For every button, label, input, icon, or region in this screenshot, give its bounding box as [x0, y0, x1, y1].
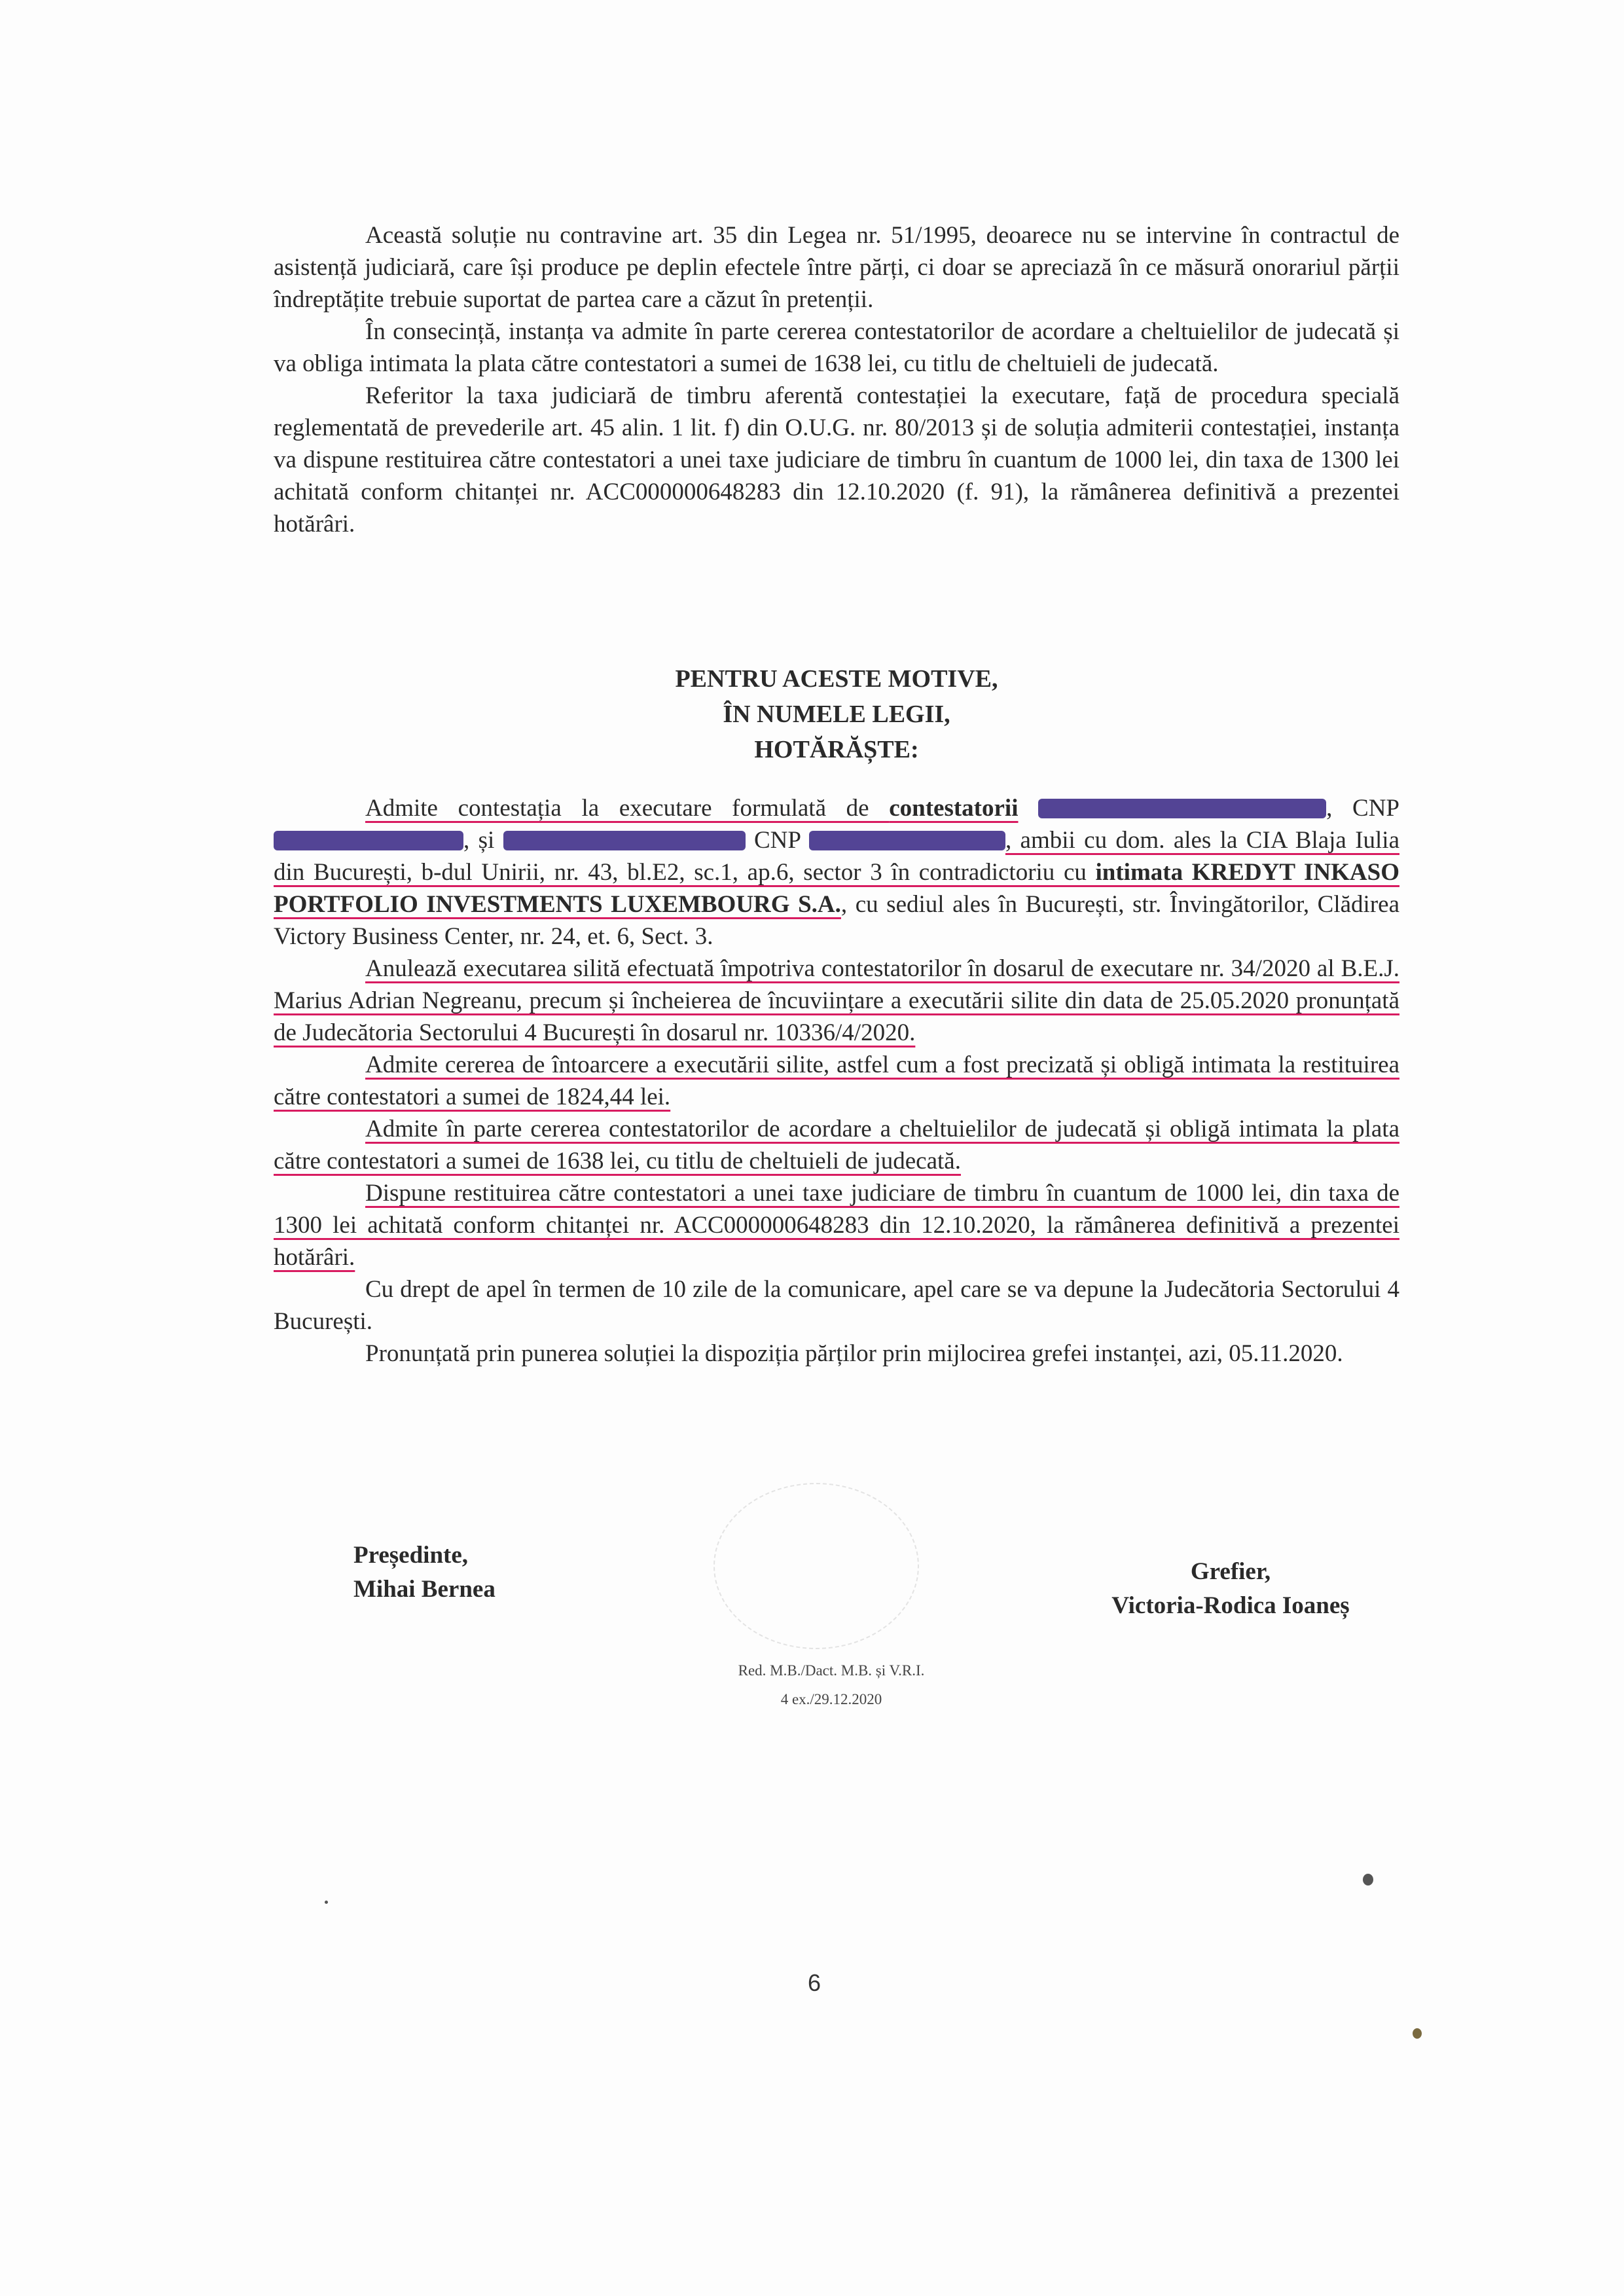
tax-refund-text: Dispune restituirea către contestatori a unei taxe judiciare de timbru în cuantum de 1000 lei, din taxa de 1300 lei achitată conform chitanței nr. ACC000000648283 din 12.10.2020, la rămânerea definitivă a prezentei hotărâri. — [274, 1180, 1399, 1271]
paragraph-reversal — [274, 1049, 1399, 1113]
address-text: , ambii cu dom. ales la CIA Blaja Iulia din București, b-dul Unirii, nr. 43, bl.E2, sc.1, ap.6, sector 3 în contradictoriu cu — [274, 827, 1399, 886]
and-text: , și — [463, 827, 503, 854]
page-number: 6 — [807, 1969, 821, 1996]
redacted-cnp-1 — [274, 831, 463, 850]
admits-text: Admite contestația la executare formulată de — [365, 795, 890, 822]
clerk-signature — [1080, 1555, 1381, 1623]
paragraph-admits-contestation — [274, 792, 1399, 953]
respondent-name: intimata KREDYT INKASO PORTFOLIO INVESTMENTS LUXEMBOURG S.A. — [274, 859, 1399, 918]
ink-speck-2 — [1413, 2028, 1422, 2039]
clerk-title: Grefier, — [1190, 1558, 1271, 1585]
president-name: Mihai Bernea — [353, 1576, 496, 1603]
redacted-name-1 — [1038, 799, 1326, 818]
heading-line-law: ÎN NUMELE LEGII, — [723, 701, 950, 728]
reversal-text: Admite cererea de întoarcere a executării silite, astfel cum a fost precizată și obligă intimata la restituirea către contestatori a sumei de 1824,44 lei. — [274, 1051, 1399, 1110]
respondent-address: , cu sediul ales în București, str. Învingătorilor, Clădirea Victory Business Center, nr. 24, et. 6, Sect. 3. — [274, 891, 1399, 950]
reasoning-section — [274, 219, 1399, 540]
operative-section — [274, 792, 1399, 1370]
paragraph-pronounced: Pronunțată prin punerea soluției la dispoziția părților prin mijlocirea grefei instanței, azi, 05.11.2020. — [365, 1340, 1343, 1367]
cnp-label-2: CNP — [745, 827, 809, 854]
paragraph-consequence: În consecință, instanța va admite în parte cererea contestatorilor de acordare a cheltuielilor de judecată și va obliga intimata la plata către contestatori a sumei de 1638 lei, cu titlu de cheltuieli de judecată. — [274, 318, 1399, 377]
heading-line-motives: PENTRU ACESTE MOTIVE, — [675, 665, 998, 693]
heading-line-decides: HOTĂRĂȘTE: — [754, 736, 919, 763]
redaction-note-line2: 4 ex./29.12.2020 — [780, 1691, 882, 1707]
paragraph-stamp-tax: Referitor la taxa judiciară de timbru aferentă contestației la executare, față de procedura specială reglementată de prevederile art. 45 alin. 1 lit. f) din O.U.G. nr. 80/2013 și de soluția admiterii contestației, instanța va dispune restituirea către contestatori a unei taxe judiciare de timbru în cuantum de 1000 lei, din taxa de 1300 lei achitată conform chitanței nr. ACC000000648283 din 12.10.2020 (f. 91), la rămânerea definitivă a prezentei hotărâri. — [274, 382, 1399, 538]
redacted-cnp-2 — [809, 831, 1005, 850]
ink-speck-1 — [1363, 1874, 1373, 1886]
redacted-name-2 — [503, 831, 746, 850]
annuls-text: Anulează executarea silită efectuată împotriva contestatorilor în dosarul de executare nr. 34/2020 al B.E.J. Marius Adrian Negreanu, precum și încheierea de încuviințare a executării silite din data de 25.05.2020 pronunțată de Judecătoria Sectorului 4 București în dosarul nr. 10336/4/2020. — [274, 955, 1399, 1046]
clerk-name: Victoria-Rodica Ioaneș — [1111, 1592, 1350, 1619]
paragraph-assistance-contract: Această soluție nu contravine art. 35 din Legea nr. 51/1995, deoarece nu se intervine în contractul de asistență judiciară, care își produce pe deplin efectele între părți, ci doar se apreciază în ce măsură onorariul părții îndreptățite trebuie suportat de partea care a căzut în pretenții. — [274, 222, 1399, 313]
contestators-label: contestatorii — [889, 795, 1019, 822]
president-title: Președinte, — [353, 1542, 469, 1569]
president-signature — [353, 1539, 496, 1607]
redaction-note-line1: Red. M.B./Dact. M.B. și V.R.I. — [738, 1662, 925, 1679]
cnp-label-1: , CNP — [1326, 795, 1399, 822]
paragraph-court-costs — [274, 1113, 1399, 1177]
faint-stamp — [713, 1483, 919, 1649]
paragraph-tax-refund — [274, 1177, 1399, 1273]
ink-speck-3 — [325, 1901, 328, 1904]
paragraph-annuls-execution — [274, 953, 1399, 1049]
operative-heading — [274, 661, 1399, 767]
court-costs-text: Admite în parte cererea contestatorilor de acordare a cheltuielilor de judecată și obligă intimata la plata către contestatori a sumei de 1638 lei, cu titlu de cheltuieli de judecată. — [274, 1116, 1399, 1175]
paragraph-appeal: Cu drept de apel în termen de 10 zile de la comunicare, apel care se va depune la Judecătoria Sectorului 4 București. — [274, 1276, 1399, 1335]
redaction-note — [694, 1656, 969, 1714]
